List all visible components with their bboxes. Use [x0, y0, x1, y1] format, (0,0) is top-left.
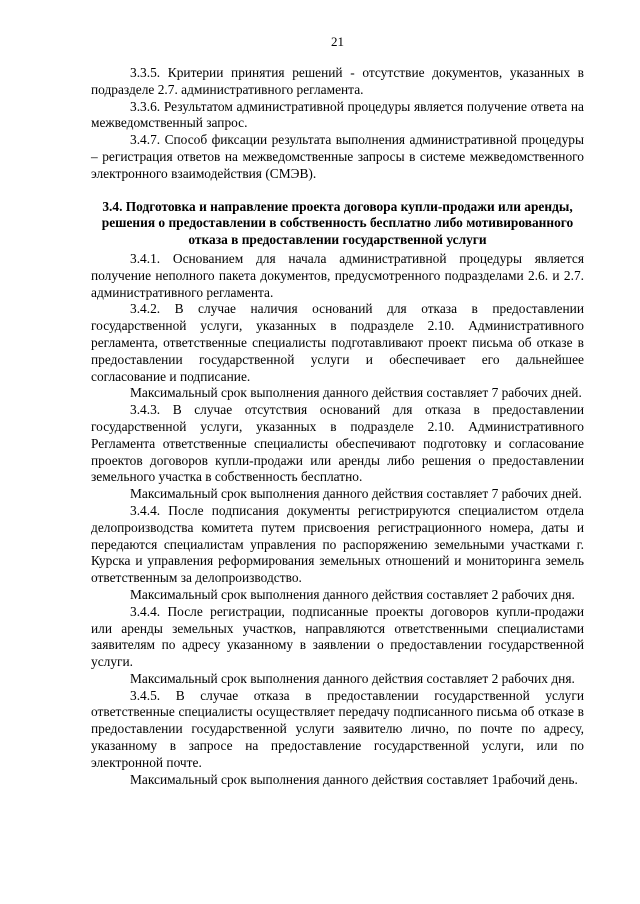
paragraph-3-3-6: 3.3.6. Результатом административной процедуры является получение ответа на межведомственный запрос.	[91, 98, 584, 131]
section-heading-3-4: 3.4. Подготовка и направление проекта договора купли-продажи или аренды, решения о предоставлении в собственность бесплатно либо мотивированного отказа в предоставлении государственной услуги	[101, 198, 574, 248]
paragraph-3-4-4-sending: 3.4.4. После регистрации, подписанные проекты договоров купли-продажи или аренды земельных участков, направляются ответственными специалистами заявителям по адресу указанному в заявлении о предоставлении государственной услуги.	[91, 603, 584, 670]
deadline-note: Максимальный срок выполнения данного действия составляет 2 рабочих дня.	[130, 586, 575, 602]
deadline-note: Максимальный срок выполнения данного действия составляет 7 рабочих дней.	[130, 385, 582, 401]
paragraph-3-4-5: 3.4.5. В случае отказа в предоставлении государственной услуги ответственные специалисты осуществляет передачу подписанного письма об отказе в предоставлении государственной услуги заявителю лично, по почте по адресу, указанному в запросе на предоставление государственной услуги, или по электронной почте.	[91, 687, 584, 770]
page-number: 21	[331, 34, 344, 49]
deadline-note: Максимальный срок выполнения данного действия составляет 7 рабочих дней.	[130, 486, 582, 502]
paragraph-3-4-1: 3.4.1. Основанием для начала административной процедуры является получение неполного пакета документов, предусмотренного подразделами 2.6. и 2.7. административного регламента.	[91, 250, 584, 300]
paragraph-3-4-4-registration: 3.4.4. После подписания документы регистрируются специалистом отдела делопроизводства комитета путем присвоения регистрационного номера, даты и передаются специалистам управления по распоряжению земельными участками г. Курска и управления реформирования земельных отношений и мониторинга земель ответственным за делопроизводство.	[91, 502, 584, 586]
paragraph-3-4-7: 3.4.7. Способ фиксации результата выполнения административной процедуры – регистрация ответов на межведомственные запросы в системе межведомственного электронного взаимодействия (СМЭВ).	[91, 132, 584, 181]
deadline-note: Максимальный срок выполнения данного действия составляет 1рабочий день.	[130, 771, 578, 787]
paragraph-3-3-5: 3.3.5. Критерии принятия решений - отсутствие документов, указанных в подразделе 2.7. административного регламента.	[91, 65, 584, 97]
deadline-note: Максимальный срок выполнения данного действия составляет 2 рабочих дня.	[130, 670, 575, 686]
paragraph-3-4-3: 3.4.3. В случае отсутствия оснований для отказа в предоставлении государственной услуги, указанных в подразделе 2.10. Административного Регламента ответственные специалисты обеспечивают подготовку и согласование проектов договоров купли-продажи или аренды либо решения о предоставлении земельного участка в собственность бесплатно.	[91, 402, 584, 485]
paragraph-3-4-2: 3.4.2. В случае наличия оснований для отказа в предоставлении государственной услуги, указанных в подразделе 2.10. Административного регламента, ответственные специалисты подготавливают проект письма об отказе в предоставлении государственной услуги и обеспечивает его дальнейшее согласование и подписание.	[91, 301, 584, 384]
